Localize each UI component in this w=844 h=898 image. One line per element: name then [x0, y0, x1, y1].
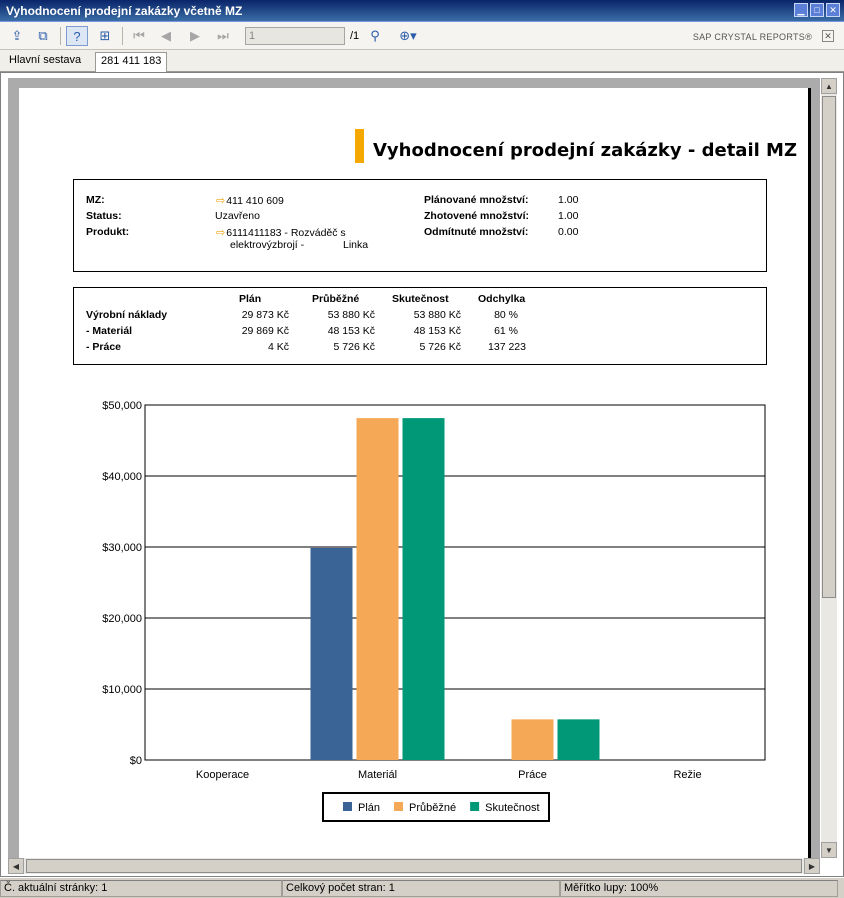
costs-cell: 29 869 Kč: [241, 325, 289, 337]
window-titlebar: [0, 0, 844, 22]
page-number-input[interactable]: 1: [245, 27, 345, 45]
scroll-down-icon[interactable]: ▼: [821, 842, 837, 858]
bar-plán: [311, 548, 353, 760]
title-accent-bar: [355, 129, 364, 163]
binoculars-icon[interactable]: ⚲: [370, 28, 380, 43]
costs-row-label: - Materiál: [86, 325, 133, 337]
planned-qty-value: 1.00: [558, 194, 579, 206]
page-total: /1: [350, 30, 360, 42]
close-icon[interactable]: ✕: [822, 30, 834, 42]
info-box: [73, 179, 767, 272]
costs-cell: 53 880 Kč: [327, 309, 375, 321]
costs-cell: 29 873 Kč: [241, 309, 289, 321]
rejected-qty-label: Odmítnuté množství:: [424, 226, 529, 238]
cost-bar-chart: [69, 388, 769, 828]
costs-cell: 4 Kč: [267, 341, 289, 353]
close-button[interactable]: ✕: [826, 3, 840, 17]
y-tick-label: $30,000: [102, 542, 142, 554]
product-value-line3: Linka: [343, 239, 369, 251]
status-bar: [0, 877, 844, 898]
done-qty-value: 1.00: [558, 210, 579, 222]
toolbar: [0, 22, 844, 50]
costs-box: [73, 287, 767, 365]
status-label: Status:: [86, 210, 122, 222]
group-tree-icon[interactable]: ⊞: [99, 28, 111, 43]
x-tick-label: Kooperace: [195, 769, 250, 781]
legend-label: Plán: [358, 802, 381, 814]
product-value-line2: elektrovýzbrojí -: [230, 239, 305, 251]
status-total-pages: Celkový počet stran: 1: [282, 880, 560, 897]
y-tick-label: $40,000: [102, 471, 142, 483]
costs-cell: 61 %: [494, 325, 518, 337]
bar-skutečnost: [403, 418, 445, 760]
vertical-scrollbar[interactable]: [821, 78, 837, 858]
mz-value-text: 411 410 609: [226, 195, 284, 207]
copy-icon[interactable]: ⧉: [38, 28, 48, 43]
done-qty-label: Zhotovené množství:: [424, 210, 530, 222]
x-tick-label: Práce: [518, 769, 547, 781]
horizontal-scroll-thumb[interactable]: [26, 859, 802, 873]
costs-cell: 5 726 Kč: [419, 341, 461, 353]
costs-cell: 5 726 Kč: [333, 341, 375, 353]
legend-swatch: [394, 802, 403, 811]
product-label: Produkt:: [86, 226, 130, 238]
costs-header-plan: Plán: [239, 293, 262, 305]
maximize-button[interactable]: □: [810, 3, 824, 17]
export-icon[interactable]: ⇪: [11, 28, 23, 43]
costs-row-label: Výrobní náklady: [86, 309, 168, 321]
x-tick-label: Materiál: [357, 769, 398, 781]
help-icon[interactable]: ?: [66, 26, 88, 46]
report-tabs: [0, 50, 844, 72]
vertical-scroll-thumb[interactable]: [822, 96, 836, 598]
toolbar-separator: [122, 27, 123, 45]
report-viewer: [0, 72, 844, 877]
legend-label: Průběžné: [409, 802, 457, 814]
last-page-icon[interactable]: ⏭: [217, 28, 229, 43]
status-current-page: Č. aktuální stránky: 1: [0, 880, 282, 897]
y-tick-label: $50,000: [102, 400, 142, 412]
costs-header-variance: Odchylka: [478, 293, 526, 305]
y-tick-label: $0: [129, 755, 142, 767]
x-tick-label: Režie: [673, 769, 702, 781]
minimize-button[interactable]: ▁: [794, 3, 808, 17]
y-tick-label: $10,000: [102, 684, 142, 696]
product-value-text: 6111411183 - Rozváděč s: [226, 227, 346, 239]
legend-label: Skutečnost: [485, 802, 540, 814]
rejected-qty-value: 0.00: [558, 226, 579, 238]
scroll-right-icon[interactable]: ▶: [804, 858, 820, 874]
status-zoom: Měřítko lupy: 100%: [560, 880, 838, 897]
costs-header-actual: Skutečnost: [392, 293, 449, 305]
drilldown-arrow-icon: ⇨: [216, 195, 226, 207]
y-tick-label: $20,000: [102, 613, 142, 625]
next-page-icon[interactable]: ▶: [190, 28, 200, 43]
costs-row-label: - Práce: [86, 341, 122, 353]
planned-qty-label: Plánované množství:: [424, 194, 529, 206]
bar-průběžné: [512, 719, 554, 760]
scroll-left-icon[interactable]: ◀: [8, 858, 24, 874]
product-value[interactable]: [216, 226, 346, 239]
brand-label: SAP CRYSTAL REPORTS®: [692, 32, 812, 42]
tab-main-report[interactable]: Hlavní sestava: [9, 54, 82, 66]
scroll-up-icon[interactable]: ▲: [821, 78, 837, 94]
bar-skutečnost: [558, 719, 600, 760]
tab-subreport[interactable]: 281 411 183: [95, 52, 167, 72]
legend-swatch: [343, 802, 352, 811]
costs-cell: 80 %: [494, 309, 518, 321]
mz-label: MZ:: [86, 194, 105, 206]
first-page-icon[interactable]: ⏮: [133, 28, 145, 43]
bar-průběžné: [357, 418, 399, 760]
window-title: Vyhodnocení prodejní zakázky včetně MZ: [6, 4, 243, 18]
plot-area: [145, 405, 765, 760]
chart-svg: [69, 388, 769, 828]
report-page: [19, 88, 811, 858]
costs-cell: 48 153 Kč: [413, 325, 461, 337]
drilldown-arrow-icon: ⇨: [216, 227, 226, 239]
costs-cell: 137 223: [488, 341, 526, 353]
costs-cell: 48 153 Kč: [327, 325, 375, 337]
report-canvas: [8, 78, 820, 858]
report-title: Vyhodnocení prodejní zakázky - detail MZ: [373, 140, 798, 161]
zoom-icon[interactable]: ⊕▾: [399, 28, 417, 43]
horizontal-scrollbar[interactable]: [8, 858, 820, 874]
previous-page-icon[interactable]: ◀: [161, 28, 171, 43]
mz-value[interactable]: [216, 194, 284, 207]
costs-header-running: Průběžné: [312, 293, 360, 305]
costs-cell: 53 880 Kč: [413, 309, 461, 321]
status-value: Uzavřeno: [215, 210, 260, 222]
legend-swatch: [470, 802, 479, 811]
toolbar-separator: [60, 27, 61, 45]
